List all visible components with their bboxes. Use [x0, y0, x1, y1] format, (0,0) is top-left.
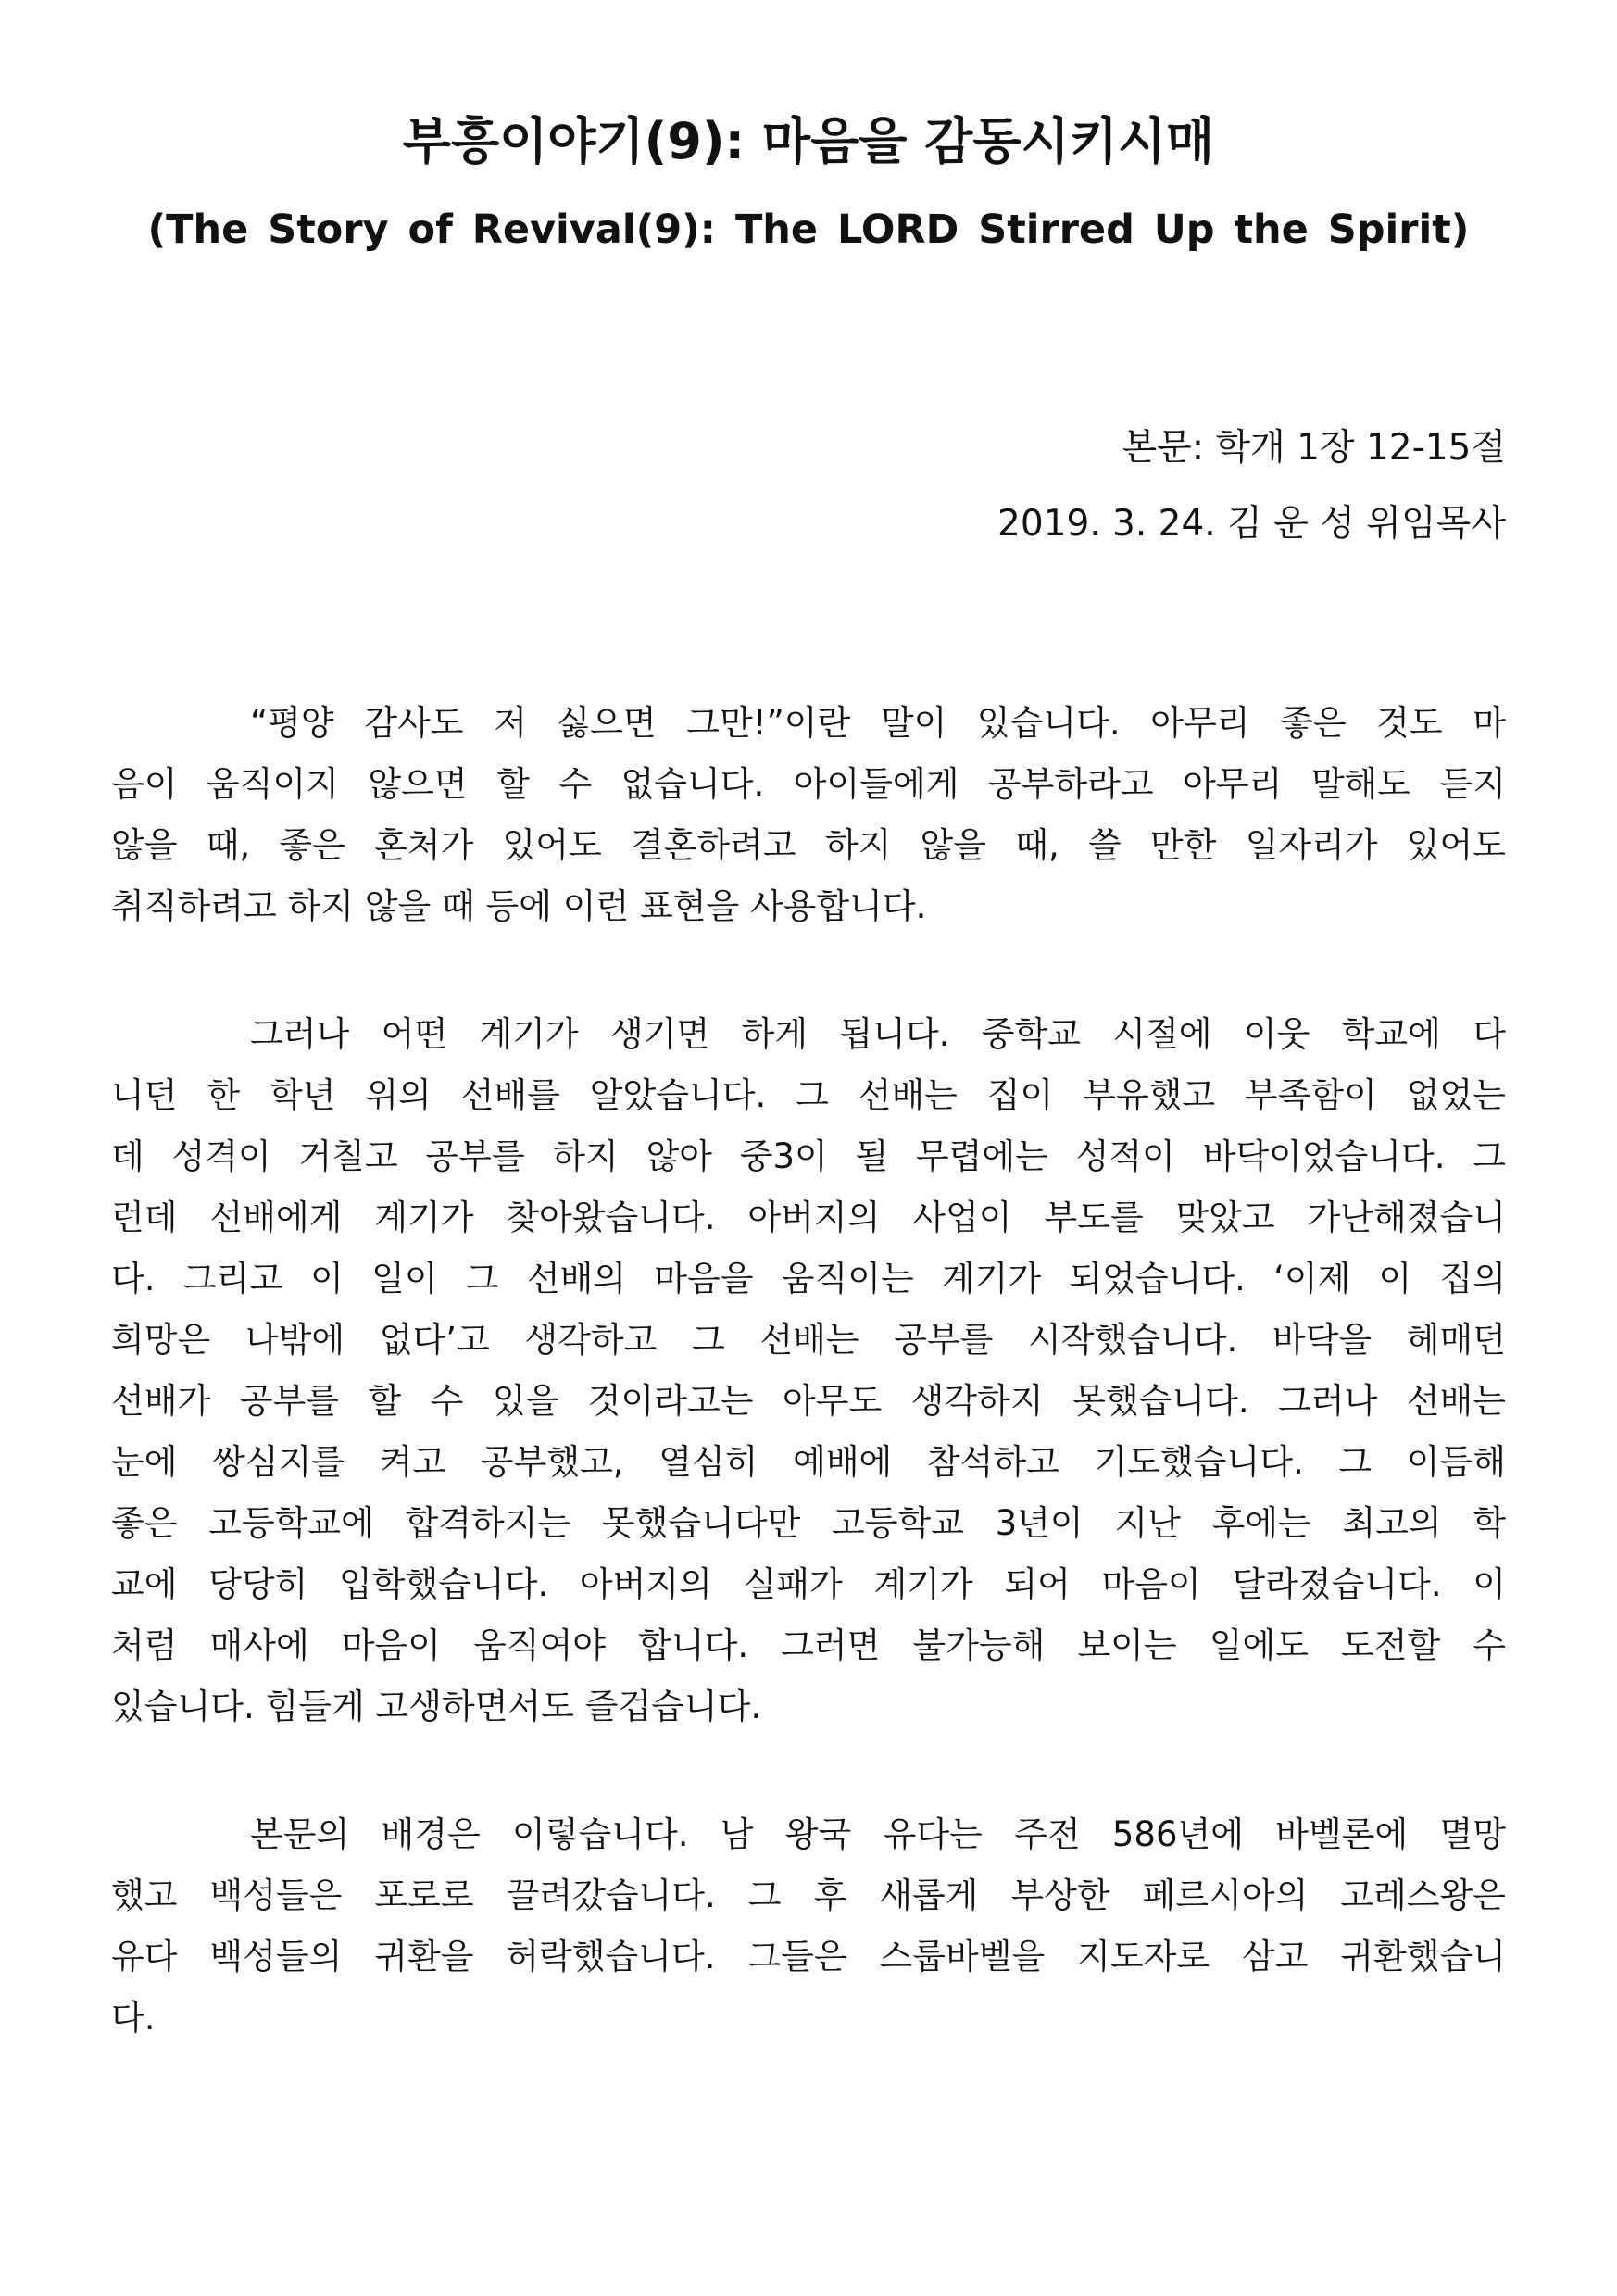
paragraph-line: 그러나 어떤 계기가 생기면 하게 됩니다. 중학교 시절에 이웃 학교에 다 — [250, 1014, 1506, 1054]
date-author: 2019. 3. 24. 김 운 성 위임목사 — [997, 503, 1506, 545]
paragraph-3 — [111, 1804, 1506, 2049]
title-english: (The Story of Revival(9): The LORD Stirred Up the Spirit) — [147, 207, 1470, 253]
paragraph-line: 런데 선배에게 계기가 찾아왔습니다. 아버지의 사업이 부도를 맞았고 가난해졌습니 — [111, 1198, 1506, 1237]
paragraph-line: 교에 당당히 입학했습니다. 아버지의 실패가 계기가 되어 마음이 달라졌습니다. 이 — [111, 1564, 1506, 1604]
paragraph-line: 했고 백성들은 포로로 끌려갔습니다. 그 후 새롭게 부상한 페르시아의 고레스왕은 — [111, 1876, 1506, 1915]
paragraph-2 — [111, 1004, 1506, 1738]
title-korean: 부흥이야기(9): 마음을 감동시키시매 — [402, 112, 1215, 170]
paragraph-line: 눈에 쌍심지를 켜고 공부했고, 열심히 예배에 참석하고 기도했습니다. 그 이듬해 — [111, 1442, 1506, 1482]
paragraph-line: 다. 그리고 이 일이 그 선배의 마음을 움직이는 계기가 되었습니다. ‘이제 이 집의 — [111, 1259, 1506, 1299]
paragraph-1 — [111, 693, 1506, 937]
paragraph-line: “평양 감사도 저 싫으면 그만!”이란 말이 있습니다. 아무리 좋은 것도 마 — [250, 703, 1506, 743]
paragraph-line: 음이 움직이지 않으면 할 수 없습니다. 아이들에게 공부하라고 아무리 말해도 듣지 — [111, 764, 1506, 804]
paragraph-line: 처럼 매사에 마음이 움직여야 합니다. 그러면 불가능해 보이는 일에도 도전할 수 — [111, 1625, 1506, 1665]
paragraph-line: 니던 한 학년 위의 선배를 알았습니다. 그 선배는 집이 부유했고 부족함이 없었는 — [111, 1075, 1506, 1115]
paragraph-line: 유다 백성들의 귀환을 허락했습니다. 그들은 스룹바벨을 지도자로 삼고 귀환했습니 — [111, 1937, 1506, 1976]
paragraph-line: 다. — [111, 1998, 156, 2038]
scripture-passage: 본문: 학개 1장 12-15절 — [1122, 427, 1506, 469]
paragraph-line: 않을 때, 좋은 혼처가 있어도 결혼하려고 하지 않을 때, 쓸 만한 일자리가 있어도 — [111, 825, 1506, 865]
paragraph-line: 데 성격이 거칠고 공부를 하지 않아 중3이 될 무렵에는 성적이 바닥이었습니다. 그 — [111, 1136, 1506, 1176]
paragraph-line: 희망은 나밖에 없다’고 생각하고 그 선배는 공부를 시작했습니다. 바닥을 헤매던 — [111, 1320, 1506, 1360]
paragraph-line: 선배가 공부를 할 수 있을 것이라고는 아무도 생각하지 못했습니다. 그러나 선배는 — [111, 1381, 1506, 1421]
paragraph-line: 있습니다. 힘들게 고생하면서도 즐겁습니다. — [111, 1687, 762, 1726]
paragraph-line: 취직하려고 하지 않을 때 등에 이런 표현을 사용합니다. — [111, 886, 927, 926]
paragraph-line: 본문의 배경은 이렇습니다. 남 왕국 유다는 주전 586년에 바벨론에 멸망 — [250, 1814, 1506, 1854]
paragraph-line: 좋은 고등학교에 합격하지는 못했습니다만 고등학교 3년이 지난 후에는 최고의 학 — [111, 1503, 1506, 1543]
